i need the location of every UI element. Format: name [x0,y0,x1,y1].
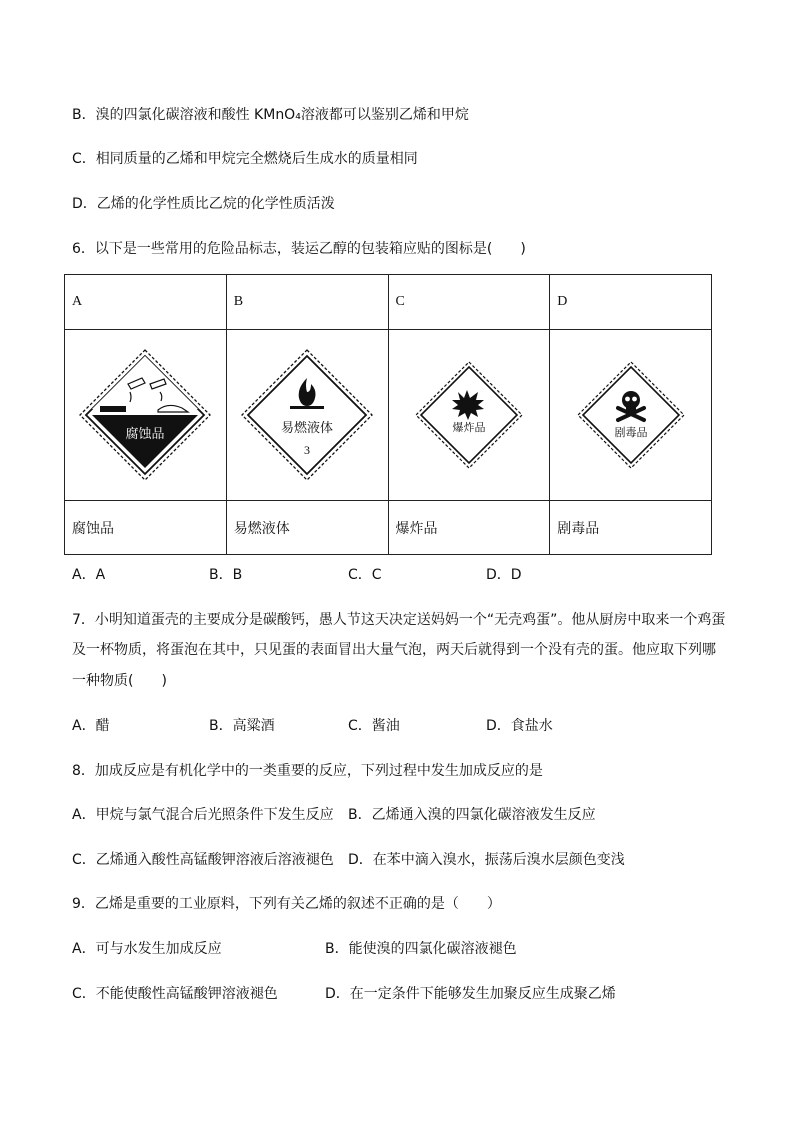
q8-stem: 8．加成反应是有机化学中的一类重要的反应，下列过程中发生加成反应的是 [72,763,543,779]
corrosive-sign-text: 腐蚀品 [125,427,165,442]
sign-cell-c [388,330,550,501]
q7-option-d: D．食盐水 [486,718,553,734]
flammable-sign-text: 易燃液体 [281,421,334,436]
q8-option-d: D．在苯中滴入溴水，振荡后溴水层颜色变浅 [348,852,625,868]
header-c: C [388,275,550,330]
q9-option-b: B．能使溴的四氯化碳溶液褪色 [325,941,517,957]
label-c: 爆炸品 [388,501,550,555]
toxic-sign-text: 剧毒品 [614,426,648,439]
header-d: D [550,275,712,330]
q7-option-c: C．酱油 [348,718,400,734]
explosive-sign-icon [414,360,524,470]
q6-option-d: D．D [486,567,522,583]
explosive-sign-text: 爆炸品 [452,421,486,434]
q5-option-d: D．乙烯的化学性质比乙烷的化学性质活泼 [72,196,335,212]
q5-option-b: B．溴的四氯化碳溶液和酸性 KMnO₄溶液都可以鉴别乙烯和甲烷 [72,107,469,123]
q6-stem: 6．以下是一些常用的危险品标志，装运乙醇的包装箱应贴的图标是( ) [72,241,526,257]
q9-stem: 9．乙烯是重要的工业原料，下列有关乙烯的叙述不正确的是（ ） [72,896,501,912]
q8-option-b: B．乙烯通入溴的四氯化碳溶液发生反应 [348,807,596,823]
q7-stem-line-2: 及一杯物质，将蛋泡在其中，只见蛋的表面冒出大量气泡，两天后就得到一个没有壳的蛋。他应取下列哪 [72,642,716,658]
flammable-liquid-sign-icon [240,348,374,482]
label-a: 腐蚀品 [65,501,227,555]
label-d: 剧毒品 [550,501,712,555]
q7-option-a: A．醋 [72,718,110,734]
q9-option-d: D．在一定条件下能够发生加聚反应生成聚乙烯 [325,986,616,1002]
q7-stem-line-1: 7．小明知道蛋壳的主要成分是碳酸钙，愚人节这天决定送妈妈一个“无壳鸡蛋”。他从厨房中取来一个鸡蛋 [72,612,726,628]
header-b: B [226,275,388,330]
q6-option-c: C．C [348,567,382,583]
sign-cell-b [226,330,388,501]
q5-option-c: C．相同质量的乙烯和甲烷完全燃烧后生成水的质量相同 [72,151,418,167]
header-a: A [65,275,227,330]
q7-stem-line-3: 一种物质( ) [72,673,167,689]
toxic-sign-icon [576,360,686,470]
q6-option-b: B．B [209,567,243,583]
q6-option-a: A．A [72,567,106,583]
q9-option-a: A．可与水发生加成反应 [72,941,222,957]
q7-option-b: B．高粱酒 [209,718,275,734]
sign-cell-a [65,330,227,501]
hazard-sign-table [64,274,712,555]
q8-option-a: A．甲烷与氯气混合后光照条件下发生反应 [72,807,334,823]
corrosive-sign-icon [78,348,212,482]
q8-option-c: C．乙烯通入酸性高锰酸钾溶液后溶液褪色 [72,852,334,868]
sign-cell-d [550,330,712,501]
q9-option-c: C．不能使酸性高锰酸钾溶液褪色 [72,986,278,1002]
label-b: 易燃液体 [226,501,388,555]
flammable-class-number: 3 [304,443,311,457]
